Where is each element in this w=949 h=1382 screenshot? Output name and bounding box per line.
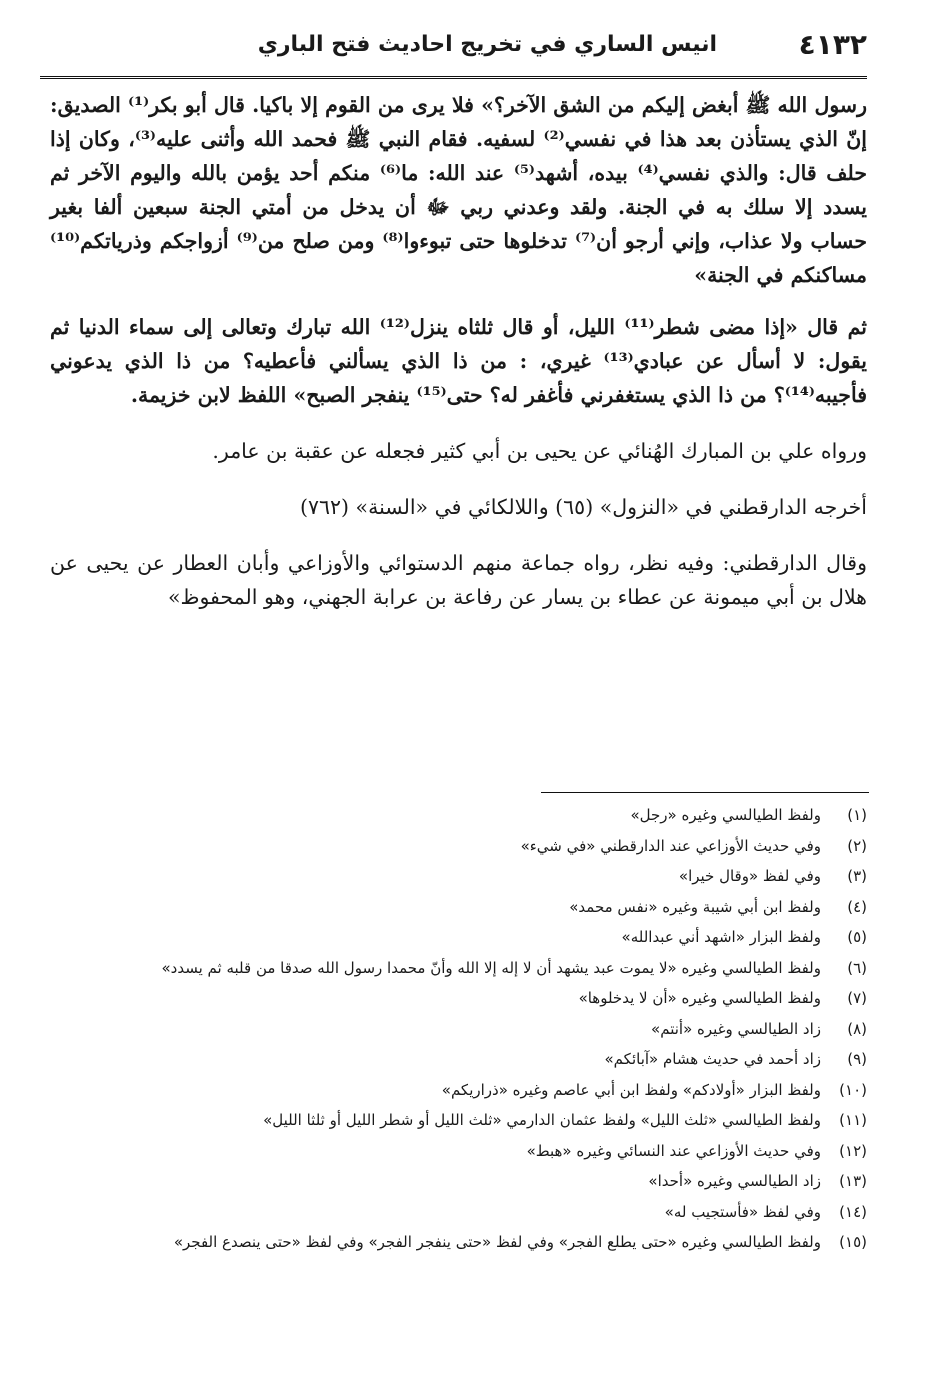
footnote-number: (٨)	[847, 1019, 867, 1038]
footnote-text: ولفظ البزار «اشهد أني عبدالله»	[621, 928, 821, 946]
footnote-item	[78, 1105, 867, 1136]
footnote-number: (١٤)	[839, 1202, 867, 1221]
footnote-number: (٤)	[847, 897, 867, 916]
paragraph-takhrij: أخرجه الدارقطني في «النزول» (٦٥) واللالكائي في «السنة» (٧٦٢)	[300, 495, 867, 519]
footnote-number: (١٣)	[839, 1172, 867, 1190]
footnote-item	[78, 1136, 867, 1167]
paragraph-daraqutni: وقال الدارقطني: وفيه نظر، رواه جماعة منهم الدستوائي والأوزاعي وأبان العطار عن يحيى عن هلال بن أبي ميمونة عن عطاء بن يسار عن رفاعة بن عرابة الجهني، وهو المحفوظ»	[50, 551, 867, 609]
footnote-text: وفي لفظ «وقال خيرا»	[678, 867, 821, 885]
footnotes-list	[78, 800, 867, 1258]
footnote-item	[78, 892, 867, 923]
footnote-item	[78, 1044, 867, 1075]
footnote-item	[78, 1166, 867, 1197]
footnote-text: ولفظ الطيالسي وغيره «رجل»	[630, 806, 821, 824]
paragraph-hadith-part1: رسول الله ﷺ أبغض إليكم من الشق الآخر؟» فلا يرى من القوم إلا باكيا. قال أبو بكر⁽¹⁾ الصديق: إنّ الذي يستأذن بعد هذا في نفسي⁽²⁾ لسفيه. فقام النبي ﷺ فحمد الله وأثنى عليه⁽³⁾، وكان إذا حلف قال: والذي نفسي⁽⁴⁾ بيده، أشهد⁽⁵⁾ عند الله: ما⁽⁶⁾ منكم أحد يؤمن بالله واليوم الآخر ثم يسدد إلا سلك به في الجنة. ولقد وعدني ربي ﷻ أن يدخل من أمتي الجنة سبعين ألفا بغير حساب ولا عذاب، وإني أرجو أن⁽⁷⁾ تدخلوها حتى تبوءوا⁽⁸⁾ ومن صلح من⁽⁹⁾ أزواجكم وذرياتكم⁽¹⁰⁾ مساكنكم في الجنة»	[50, 93, 868, 287]
footnote-text: وفي حديث الأوزاعي عند الدارقطني «في شيء»	[520, 836, 821, 855]
book-title: انيس الساري في تخريج احاديث فتح الباري	[257, 32, 717, 57]
footnote-text: ولفظ ابن أبي شيبة وغيره «نفس محمد»	[569, 897, 821, 916]
main-text	[50, 88, 867, 636]
footnote-number: (٥)	[847, 928, 867, 946]
page-number: ٤١٣٢	[798, 28, 867, 61]
footnote-text: وفي حديث الأوزاعي عند النسائي وغيره «هبط»	[526, 1141, 821, 1160]
paragraph-narration: ورواه علي بن المبارك الهُنائي عن يحيى بن أبي كثير فجعله عن عقبة بن عامر.	[212, 439, 867, 463]
footnote-text: زاد الطيالسي وغيره «أحدا»	[648, 1172, 821, 1190]
footnote-text: ولفظ الطيالسي وغيره «أن لا يدخلوها»	[578, 989, 821, 1007]
footnote-number: (١٥)	[839, 1233, 867, 1251]
footnote-item	[78, 861, 867, 892]
footnote-number: (٦)	[847, 958, 867, 977]
footnote-item	[78, 953, 867, 984]
footnote-text: زاد الطيالسي وغيره «أنتم»	[651, 1019, 821, 1038]
header-rule	[40, 76, 867, 79]
footnote-text: ولفظ البزار «أولادكم» ولفظ ابن أبي عاصم وغيره «ذراريكم»	[441, 1080, 821, 1099]
footnote-item	[78, 922, 867, 953]
footnote-number: (١١)	[839, 1111, 867, 1129]
footnote-text: ولفظ الطيالسي وغيره «لا يموت عبد يشهد أن لا إله إلا الله وأنّ محمدا رسول الله صدقا من قلبه ثم يسدد»	[161, 958, 821, 977]
footnote-number: (١٢)	[839, 1141, 867, 1160]
footnote-number: (١٠)	[839, 1080, 867, 1099]
footnote-number: (٩)	[847, 1050, 867, 1068]
footnote-item	[78, 1227, 867, 1258]
footnote-text: ولفظ الطيالسي وغيره «حتى يطلع الفجر» وفي لفظ «حتى ينفجر الفجر» وفي لفظ «حتى ينصدع الفجر»	[173, 1233, 821, 1251]
footnote-text: زاد أحمد في حديث هشام «آبائكم»	[604, 1050, 821, 1068]
running-header	[40, 28, 867, 70]
footnote-number: (٢)	[847, 836, 867, 855]
footnote-item	[78, 831, 867, 862]
footnote-number: (١)	[847, 806, 867, 824]
footnote-item	[78, 1197, 867, 1228]
footnote-text: وفي لفظ «فأستجيب له»	[664, 1202, 821, 1221]
footnote-number: (٣)	[847, 867, 867, 885]
footnote-item	[78, 1014, 867, 1045]
paragraph-hadith-part2: ثم قال «إذا مضى شطر⁽¹¹⁾ الليل، أو قال ثلثاه ينزل⁽¹²⁾ الله تبارك وتعالى إلى سماء الدنيا ثم يقول: لا أسأل عن عبادي⁽¹³⁾ غيري، : من ذا الذي يسألني فأعطيه؟ من ذا الذي يدعوني فأجيبه⁽¹⁴⁾؟ من ذا الذي يستغفرني فأغفر له؟ حتى⁽¹⁵⁾ ينفجر الصبح» اللفظ لابن خزيمة.	[50, 315, 867, 407]
footnote-item	[78, 983, 867, 1014]
footnote-item	[78, 800, 867, 831]
footnote-separator	[541, 792, 869, 793]
footnote-number: (٧)	[847, 989, 867, 1007]
footnote-text: ولفظ الطيالسي «ثلث الليل» ولفظ عثمان الدارمي «ثلث الليل أو شطر الليل أو ثلثا الليل»	[263, 1111, 821, 1129]
footnote-item	[78, 1075, 867, 1106]
